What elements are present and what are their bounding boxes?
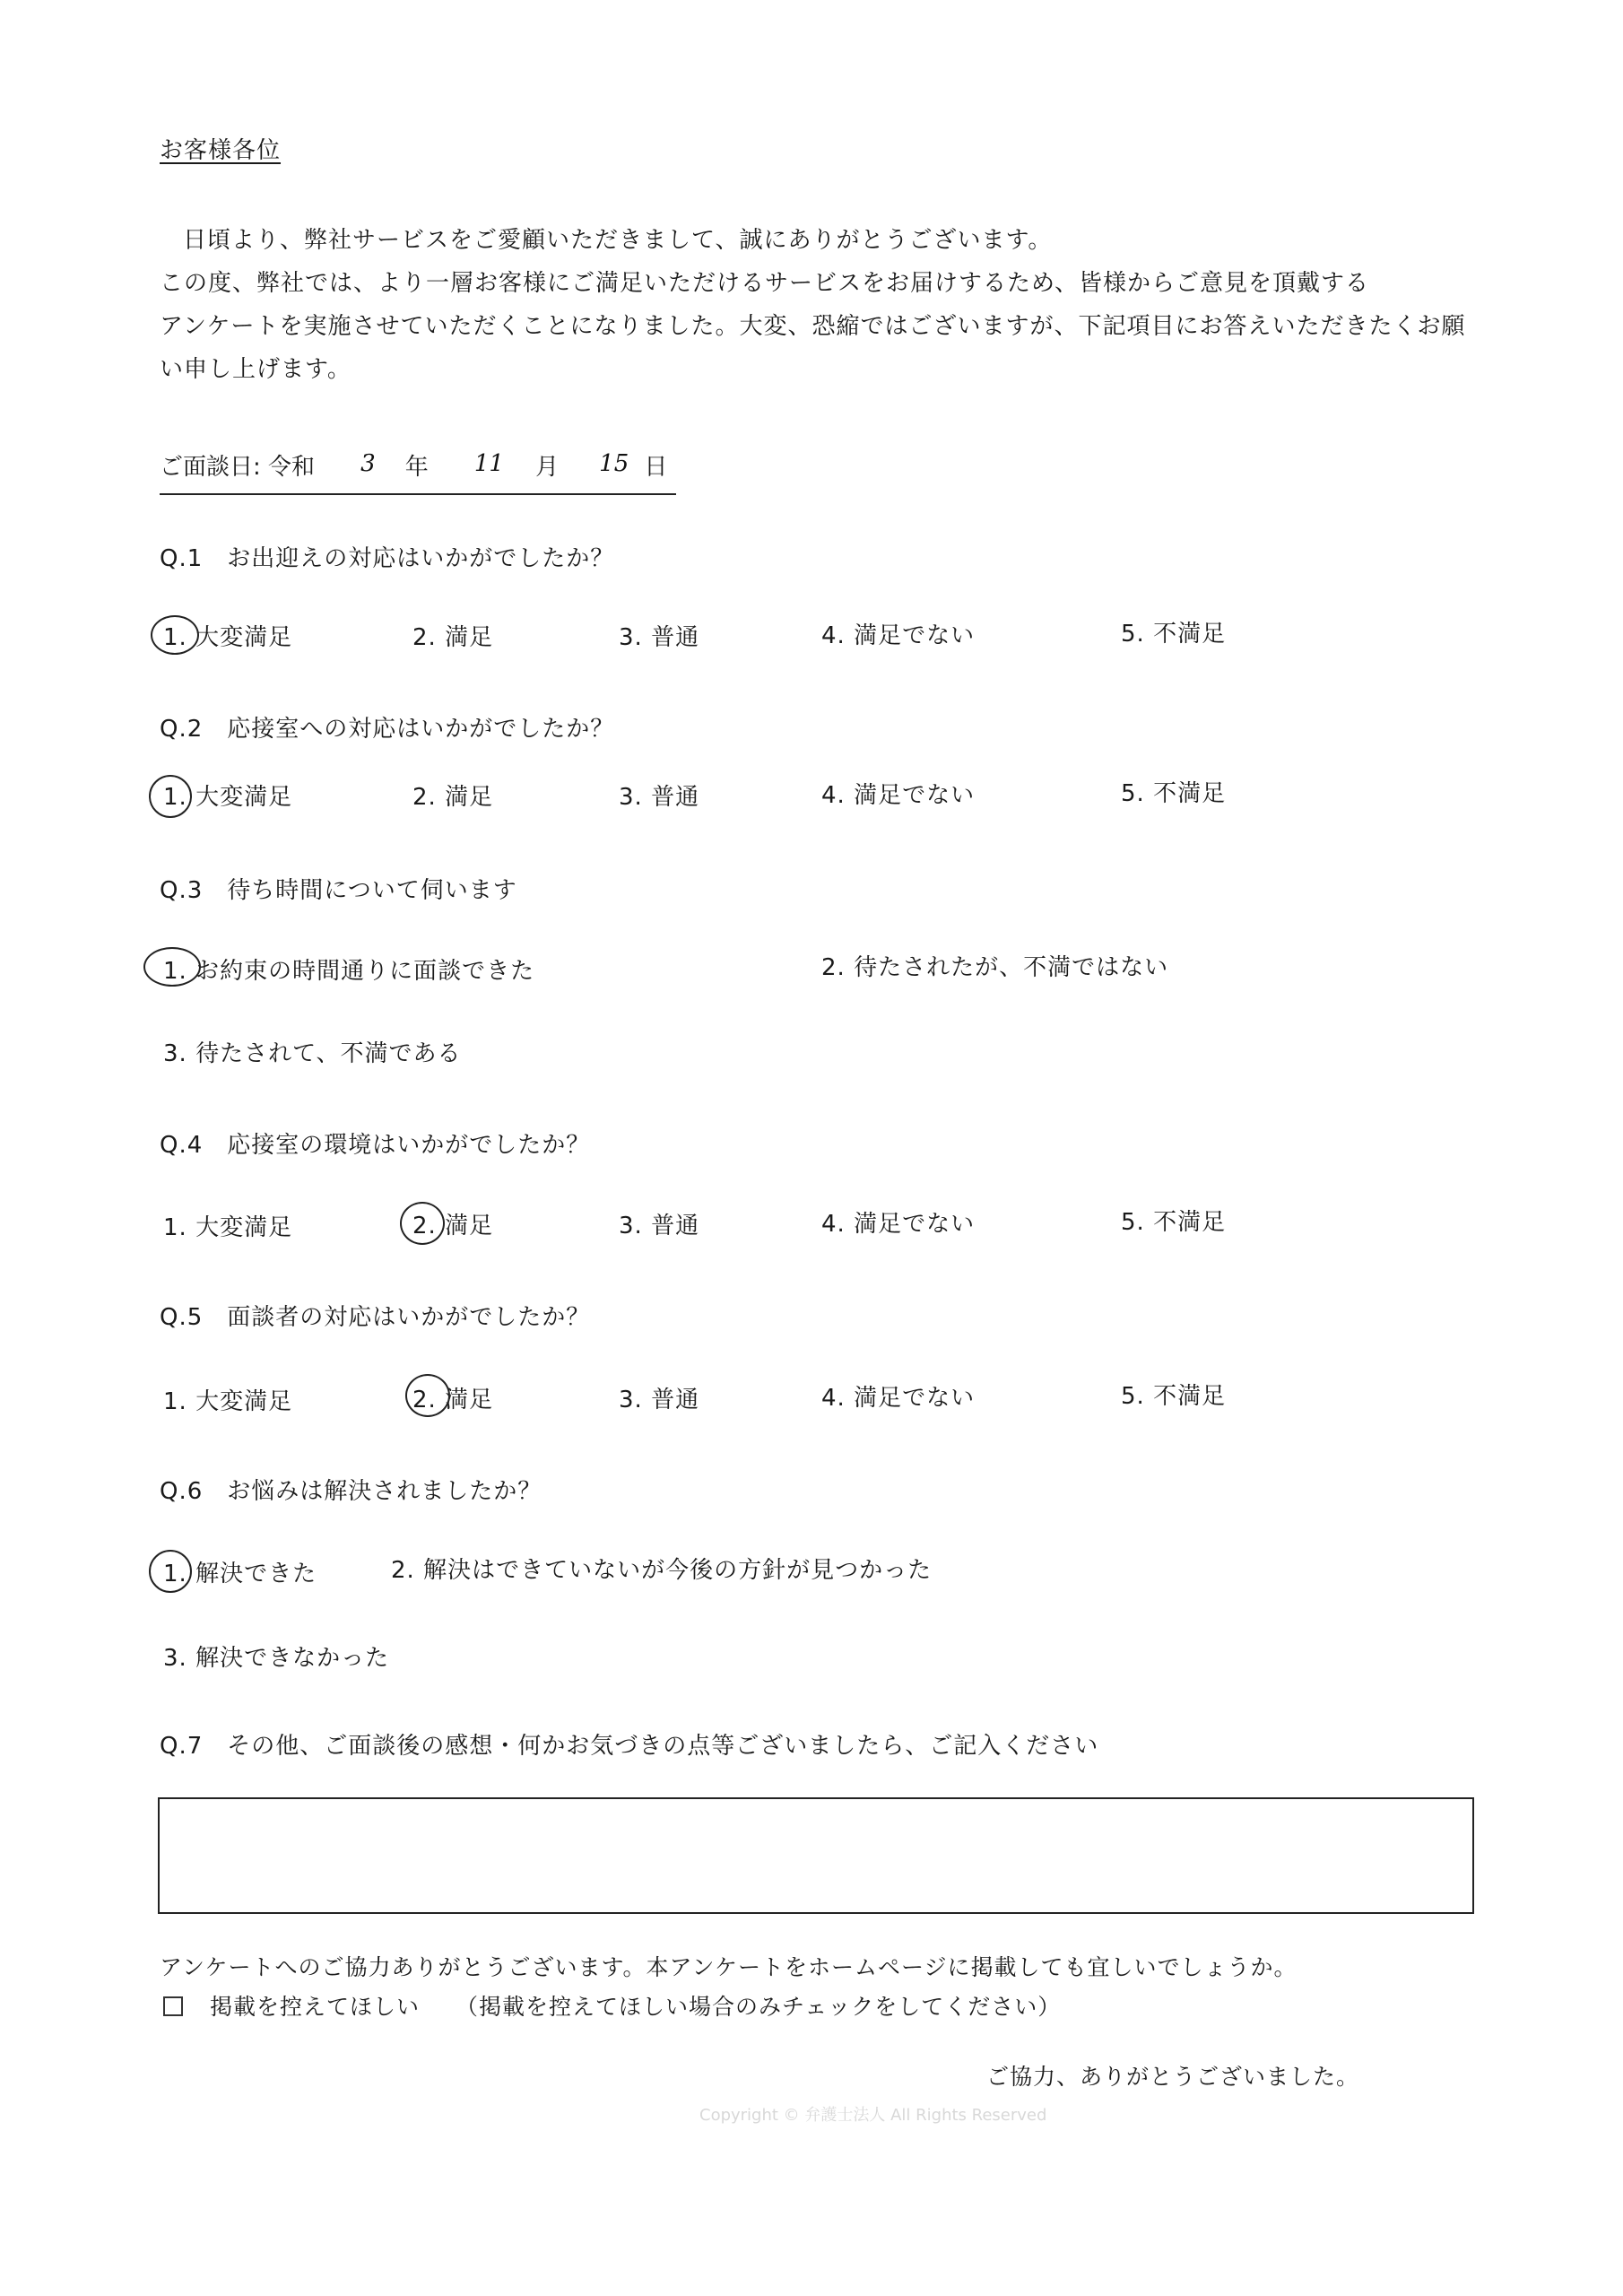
consent-row — [163, 1993, 1061, 2022]
intro-line-3: アンケートを実施させていただくことになりました。大変、恐縮ではございますが、下記項目にお答えいただきたくお願 — [160, 313, 1466, 340]
q2-option-3[interactable]: 3. 普通 — [619, 784, 700, 811]
q3-option-2[interactable]: 2. 待たされたが、不満ではない — [821, 954, 1169, 981]
q5-option-3[interactable]: 3. 普通 — [619, 1387, 700, 1413]
q5-option-5[interactable]: 5. 不満足 — [1121, 1383, 1227, 1410]
q1-option-1[interactable]: 1. 大変満足 — [163, 624, 293, 651]
q3-option-3[interactable]: 3. 待たされて、不満である — [163, 1040, 462, 1067]
closing-thanks: ご協力、ありがとうございました。 — [986, 2064, 1360, 2090]
consent-question: アンケートへのご協力ありがとうございます。本アンケートをホームページに掲載しても宜しいでしょうか。 — [160, 1954, 1298, 1980]
q6-option-3[interactable]: 3. 解決できなかった — [163, 1645, 390, 1672]
publish-decline-checkbox[interactable] — [163, 1996, 183, 2016]
q5-option-4[interactable]: 4. 満足でない — [821, 1385, 976, 1412]
q1-option-3[interactable]: 3. 普通 — [619, 624, 700, 651]
q6-selection-circle-icon — [149, 1550, 192, 1593]
date-month-unit: 月 — [535, 454, 560, 481]
date-month-value[interactable]: 11 — [473, 450, 504, 477]
checkbox-label: 掲載を控えてほしい — [210, 1994, 421, 2020]
intro-line-2: この度、弊社では、より一層お客様にご満足いただけるサービスをお届けするため、皆様からご意見を頂戴する — [160, 270, 1369, 297]
intro-line-4: い申し上げます。 — [160, 356, 352, 383]
footer-copyright: Copyright © 弁護士法人 All Rights Reserved — [699, 2106, 1047, 2125]
q1-option-4[interactable]: 4. 満足でない — [821, 622, 976, 649]
comment-textarea[interactable] — [158, 1797, 1474, 1914]
date-year-unit: 年 — [404, 454, 429, 481]
q5-selection-circle-icon — [405, 1374, 450, 1417]
q2-option-2[interactable]: 2. 満足 — [412, 784, 494, 811]
q6-option-2[interactable]: 2. 解決はできていないが今後の方針が見つかった — [391, 1557, 933, 1584]
intro-line-1: 日頃より、弊社サービスをご愛顧いただきまして、誠にありがとうございます。 — [183, 227, 1053, 254]
q1-option-2[interactable]: 2. 満足 — [412, 624, 494, 651]
question-2: Q.2 応接室への対応はいかがでしたか？ — [160, 716, 615, 743]
q4-option-3[interactable]: 3. 普通 — [619, 1213, 700, 1239]
q2-selection-circle-icon — [149, 775, 192, 818]
intro-paragraph — [160, 219, 1469, 391]
q3-option-1[interactable]: 1. お約束の時間通りに面談できた — [163, 958, 535, 985]
checkbox-note: （掲載を控えてほしい場合のみチェックをしてください） — [456, 1994, 1062, 2020]
q5-option-2[interactable]: 2. 満足 — [412, 1387, 494, 1413]
salutation: お客様各位 — [160, 137, 282, 164]
q2-option-4[interactable]: 4. 満足でない — [821, 782, 976, 809]
q4-selection-circle-icon — [400, 1202, 445, 1245]
question-3: Q.3 待ち時間について伺います — [160, 877, 517, 904]
q4-option-2[interactable]: 2. 満足 — [412, 1213, 494, 1239]
q5-option-1[interactable]: 1. 大変満足 — [163, 1388, 293, 1415]
q2-option-5[interactable]: 5. 不満足 — [1121, 780, 1227, 807]
date-year-value[interactable]: 3 — [360, 450, 376, 477]
q4-option-4[interactable]: 4. 満足でない — [821, 1211, 976, 1238]
q1-option-5[interactable]: 5. 不満足 — [1121, 621, 1227, 648]
meeting-date-row — [160, 448, 676, 495]
q6-option-1[interactable]: 1. 解決できた — [163, 1561, 317, 1587]
q3-selection-circle-icon — [143, 947, 201, 987]
question-7: Q.7 その他、ご面談後の感想・何かお気づきの点等ございましたら、ご記入ください — [160, 1733, 1099, 1760]
question-5: Q.5 面談者の対応はいかがでしたか？ — [160, 1304, 591, 1331]
comment-text — [160, 1799, 1472, 1821]
q1-selection-circle-icon — [151, 615, 199, 655]
q2-option-1[interactable]: 1. 大変満足 — [163, 784, 293, 811]
q4-option-5[interactable]: 5. 不満足 — [1121, 1209, 1227, 1236]
question-4: Q.4 応接室の環境はいかがでしたか？ — [160, 1132, 591, 1159]
question-1: Q.1 お出迎えの対応はいかがでしたか？ — [160, 545, 615, 572]
date-day-value[interactable]: 15 — [599, 450, 629, 477]
date-day-unit: 日 — [644, 454, 668, 481]
date-label: ご面談日: 令和 — [160, 454, 316, 481]
q4-option-1[interactable]: 1. 大変満足 — [163, 1214, 293, 1241]
question-6: Q.6 お悩みは解決されましたか？ — [160, 1478, 542, 1505]
